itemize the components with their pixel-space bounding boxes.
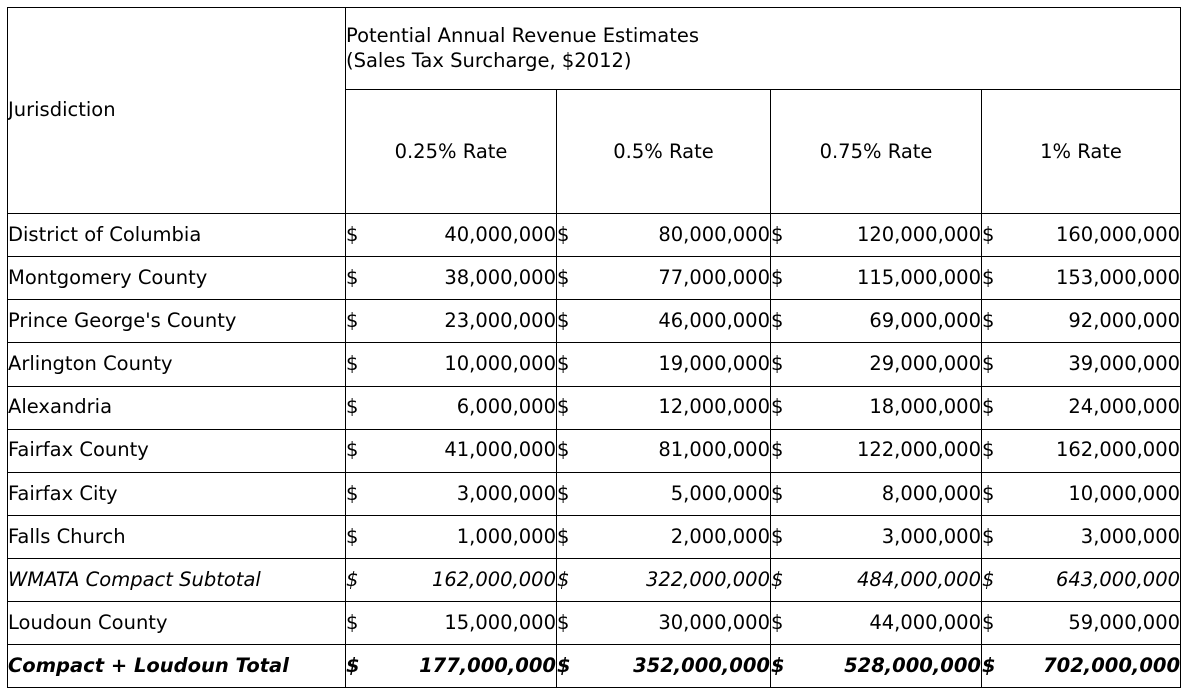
revenue-cell [771, 558, 982, 601]
currency-symbol: $ [771, 309, 784, 333]
revenue-cell-inner [982, 352, 1180, 376]
currency-symbol: $ [346, 438, 359, 462]
jurisdiction-label: WMATA Compact Subtotal [8, 567, 261, 591]
currency-symbol: $ [771, 524, 784, 548]
currency-symbol: $ [771, 395, 784, 419]
currency-symbol: $ [982, 481, 995, 505]
revenue-amount: 80,000,000 [658, 223, 770, 247]
rate-column-header-1 [346, 90, 557, 214]
revenue-amount: 8,000,000 [881, 481, 981, 505]
currency-symbol: $ [982, 610, 995, 634]
jurisdiction-cell [8, 644, 346, 687]
table-title-line-2: (Sales Tax Surcharge, $2012) [346, 48, 632, 72]
revenue-amount: 69,000,000 [869, 309, 981, 333]
currency-symbol: $ [346, 481, 359, 505]
revenue-cell [982, 515, 1181, 558]
revenue-amount: 122,000,000 [856, 438, 981, 462]
table-row [8, 472, 1181, 515]
revenue-cell [346, 300, 557, 343]
jurisdiction-cell [8, 601, 346, 644]
jurisdiction-label: Falls Church [8, 524, 126, 548]
rate-column-header-label: 0.5% Rate [613, 139, 714, 163]
table-row [8, 558, 1181, 601]
currency-symbol: $ [982, 567, 995, 591]
revenue-amount: 115,000,000 [856, 266, 981, 290]
revenue-amount: 3,000,000 [1080, 524, 1181, 548]
revenue-cell-inner [982, 611, 1180, 635]
revenue-cell [557, 644, 771, 687]
revenue-cell [982, 300, 1181, 343]
revenue-cell [982, 644, 1181, 687]
revenue-cell-inner [557, 654, 770, 678]
revenue-amount: 322,000,000 [645, 567, 770, 591]
revenue-cell-inner [557, 611, 770, 635]
revenue-cell-inner [557, 395, 770, 419]
jurisdiction-cell [8, 386, 346, 429]
revenue-cell [557, 214, 771, 257]
currency-symbol: $ [982, 309, 995, 333]
revenue-cell [982, 214, 1181, 257]
revenue-amount: 3,000,000 [456, 481, 556, 505]
revenue-cell-inner [346, 611, 556, 635]
revenue-amount: 39,000,000 [1068, 352, 1181, 376]
revenue-amount: 160,000,000 [1055, 223, 1181, 247]
currency-symbol: $ [557, 610, 570, 634]
revenue-cell [346, 558, 557, 601]
revenue-amount: 120,000,000 [856, 223, 981, 247]
revenue-cell [346, 214, 557, 257]
revenue-cell [557, 386, 771, 429]
currency-symbol: $ [771, 481, 784, 505]
revenue-cell [557, 429, 771, 472]
table-title-line-1: Potential Annual Revenue Estimates [346, 24, 700, 48]
revenue-amount: 29,000,000 [869, 352, 981, 376]
revenue-cell [771, 257, 982, 300]
table-header-row-title [8, 8, 1181, 90]
revenue-cell-inner [346, 654, 556, 678]
revenue-cell [557, 300, 771, 343]
revenue-cell [771, 515, 982, 558]
revenue-cell-inner [771, 438, 981, 462]
table-row [8, 429, 1181, 472]
jurisdiction-label: Alexandria [8, 395, 113, 419]
revenue-amount: 77,000,000 [658, 266, 770, 290]
revenue-cell [346, 343, 557, 386]
revenue-cell [982, 558, 1181, 601]
jurisdiction-cell [8, 515, 346, 558]
currency-symbol: $ [557, 352, 570, 376]
revenue-amount: 46,000,000 [658, 309, 770, 333]
currency-symbol: $ [982, 223, 995, 247]
revenue-amount: 162,000,000 [1055, 438, 1181, 462]
jurisdiction-label: Arlington County [8, 352, 173, 376]
currency-symbol: $ [557, 309, 570, 333]
revenue-cell [771, 214, 982, 257]
jurisdiction-column-header [8, 8, 346, 214]
revenue-amount: 484,000,000 [856, 567, 981, 591]
rate-column-header-label: 0.25% Rate [394, 139, 508, 163]
revenue-estimates-table [7, 7, 1181, 688]
jurisdiction-label: Compact + Loudoun Total [8, 653, 289, 677]
rate-column-header-label: 0.75% Rate [819, 139, 933, 163]
table-row [8, 515, 1181, 558]
currency-symbol: $ [557, 266, 570, 290]
revenue-cell [982, 601, 1181, 644]
revenue-cell-inner [982, 482, 1180, 506]
revenue-cell-inner [346, 482, 556, 506]
table-title-cell [346, 8, 1181, 90]
revenue-cell-inner [771, 654, 981, 678]
revenue-cell [982, 472, 1181, 515]
revenue-cell [346, 515, 557, 558]
revenue-amount: 41,000,000 [444, 438, 556, 462]
revenue-amount: 10,000,000 [444, 352, 556, 376]
currency-symbol: $ [557, 567, 570, 591]
currency-symbol: $ [982, 438, 995, 462]
jurisdiction-label: Loudoun County [8, 610, 168, 634]
table-row [8, 257, 1181, 300]
revenue-cell-inner [346, 223, 556, 247]
revenue-cell-inner [346, 266, 556, 290]
revenue-amount: 643,000,000 [1055, 567, 1181, 591]
revenue-cell-inner [982, 309, 1180, 333]
revenue-cell-inner [557, 438, 770, 462]
revenue-cell [346, 601, 557, 644]
currency-symbol: $ [771, 653, 785, 677]
revenue-cell [771, 386, 982, 429]
revenue-cell [557, 558, 771, 601]
revenue-cell-inner [557, 309, 770, 333]
rate-column-header-4 [982, 90, 1181, 214]
revenue-cell-inner [346, 395, 556, 419]
revenue-cell [346, 429, 557, 472]
revenue-cell-inner [346, 438, 556, 462]
revenue-amount: 23,000,000 [444, 309, 556, 333]
revenue-cell [557, 601, 771, 644]
revenue-cell [771, 644, 982, 687]
revenue-cell-inner [771, 395, 981, 419]
jurisdiction-cell [8, 472, 346, 515]
currency-symbol: $ [982, 395, 995, 419]
revenue-cell [557, 515, 771, 558]
revenue-cell-inner [346, 568, 556, 592]
revenue-cell [346, 644, 557, 687]
revenue-cell-inner [771, 223, 981, 247]
revenue-amount: 40,000,000 [444, 223, 556, 247]
revenue-cell-inner [557, 352, 770, 376]
currency-symbol: $ [557, 481, 570, 505]
rate-column-header-3 [771, 90, 982, 214]
revenue-amount: 38,000,000 [444, 266, 556, 290]
revenue-cell-inner [982, 525, 1180, 549]
revenue-cell-inner [982, 266, 1180, 290]
revenue-amount: 5,000,000 [670, 481, 770, 505]
revenue-cell-inner [557, 568, 770, 592]
revenue-cell-inner [557, 482, 770, 506]
revenue-cell-inner [557, 525, 770, 549]
revenue-cell-inner [982, 438, 1180, 462]
currency-symbol: $ [346, 524, 359, 548]
currency-symbol: $ [346, 223, 359, 247]
revenue-cell [346, 257, 557, 300]
revenue-amount: 12,000,000 [658, 395, 770, 419]
revenue-cell-inner [346, 309, 556, 333]
revenue-cell [557, 472, 771, 515]
currency-symbol: $ [346, 352, 359, 376]
revenue-cell [346, 386, 557, 429]
revenue-amount: 19,000,000 [658, 352, 770, 376]
revenue-amount: 30,000,000 [658, 610, 770, 634]
jurisdiction-label: Prince George's County [8, 309, 237, 333]
revenue-amount: 92,000,000 [1068, 309, 1181, 333]
jurisdiction-cell [8, 429, 346, 472]
jurisdiction-label: Fairfax County [8, 438, 149, 462]
currency-symbol: $ [557, 524, 570, 548]
revenue-cell [557, 343, 771, 386]
revenue-amount: 59,000,000 [1068, 610, 1181, 634]
currency-symbol: $ [346, 653, 360, 677]
currency-symbol: $ [557, 438, 570, 462]
table-row [8, 386, 1181, 429]
revenue-cell [982, 386, 1181, 429]
currency-symbol: $ [771, 438, 784, 462]
currency-symbol: $ [346, 610, 359, 634]
table-row [8, 343, 1181, 386]
revenue-cell-inner [771, 352, 981, 376]
revenue-cell [982, 343, 1181, 386]
jurisdiction-cell [8, 214, 346, 257]
revenue-cell [771, 429, 982, 472]
revenue-cell-inner [982, 568, 1180, 592]
revenue-cell [771, 343, 982, 386]
revenue-cell [346, 472, 557, 515]
revenue-cell-inner [346, 525, 556, 549]
revenue-cell-inner [982, 395, 1180, 419]
revenue-amount: 153,000,000 [1055, 266, 1181, 290]
revenue-amount: 10,000,000 [1068, 481, 1181, 505]
currency-symbol: $ [771, 610, 784, 634]
rate-column-header-2 [557, 90, 771, 214]
currency-symbol: $ [346, 395, 359, 419]
currency-symbol: $ [557, 653, 571, 677]
revenue-cell-inner [982, 654, 1180, 678]
table-row [8, 644, 1181, 687]
currency-symbol: $ [771, 567, 784, 591]
revenue-cell [982, 429, 1181, 472]
revenue-cell-inner [771, 568, 981, 592]
revenue-cell [557, 257, 771, 300]
currency-symbol: $ [557, 395, 570, 419]
currency-symbol: $ [557, 223, 570, 247]
currency-symbol: $ [982, 653, 996, 677]
jurisdiction-cell [8, 257, 346, 300]
revenue-table-container [7, 7, 1180, 688]
jurisdiction-cell [8, 300, 346, 343]
currency-symbol: $ [771, 266, 784, 290]
jurisdiction-label: Fairfax City [8, 481, 118, 505]
currency-symbol: $ [771, 223, 784, 247]
revenue-cell-inner [771, 309, 981, 333]
revenue-cell [982, 257, 1181, 300]
revenue-cell-inner [771, 611, 981, 635]
revenue-cell-inner [771, 266, 981, 290]
revenue-cell [771, 300, 982, 343]
jurisdiction-label: District of Columbia [8, 223, 202, 247]
jurisdiction-cell [8, 343, 346, 386]
revenue-amount: 162,000,000 [431, 567, 556, 591]
revenue-amount: 3,000,000 [881, 524, 981, 548]
revenue-amount: 528,000,000 [844, 653, 981, 677]
jurisdiction-label: Montgomery County [8, 266, 208, 290]
table-row [8, 601, 1181, 644]
currency-symbol: $ [346, 266, 359, 290]
revenue-cell [771, 601, 982, 644]
revenue-amount: 702,000,000 [1043, 653, 1181, 677]
currency-symbol: $ [771, 352, 784, 376]
revenue-cell-inner [982, 223, 1180, 247]
revenue-amount: 81,000,000 [658, 438, 770, 462]
table-row [8, 214, 1181, 257]
revenue-amount: 1,000,000 [456, 524, 556, 548]
revenue-amount: 15,000,000 [444, 610, 556, 634]
revenue-cell-inner [557, 223, 770, 247]
rate-column-header-label: 1% Rate [1040, 139, 1122, 163]
jurisdiction-cell [8, 558, 346, 601]
revenue-cell-inner [557, 266, 770, 290]
table-row [8, 300, 1181, 343]
revenue-amount: 24,000,000 [1068, 395, 1181, 419]
currency-symbol: $ [982, 266, 995, 290]
revenue-amount: 177,000,000 [419, 653, 556, 677]
revenue-cell-inner [771, 525, 981, 549]
currency-symbol: $ [346, 309, 359, 333]
currency-symbol: $ [346, 567, 359, 591]
revenue-amount: 44,000,000 [869, 610, 981, 634]
jurisdiction-header-label: Jurisdiction [8, 98, 116, 122]
revenue-amount: 352,000,000 [633, 653, 770, 677]
revenue-cell-inner [771, 482, 981, 506]
currency-symbol: $ [982, 524, 995, 548]
revenue-cell-inner [346, 352, 556, 376]
revenue-amount: 18,000,000 [869, 395, 981, 419]
revenue-cell [771, 472, 982, 515]
currency-symbol: $ [982, 352, 995, 376]
revenue-amount: 6,000,000 [456, 395, 556, 419]
revenue-amount: 2,000,000 [670, 524, 770, 548]
